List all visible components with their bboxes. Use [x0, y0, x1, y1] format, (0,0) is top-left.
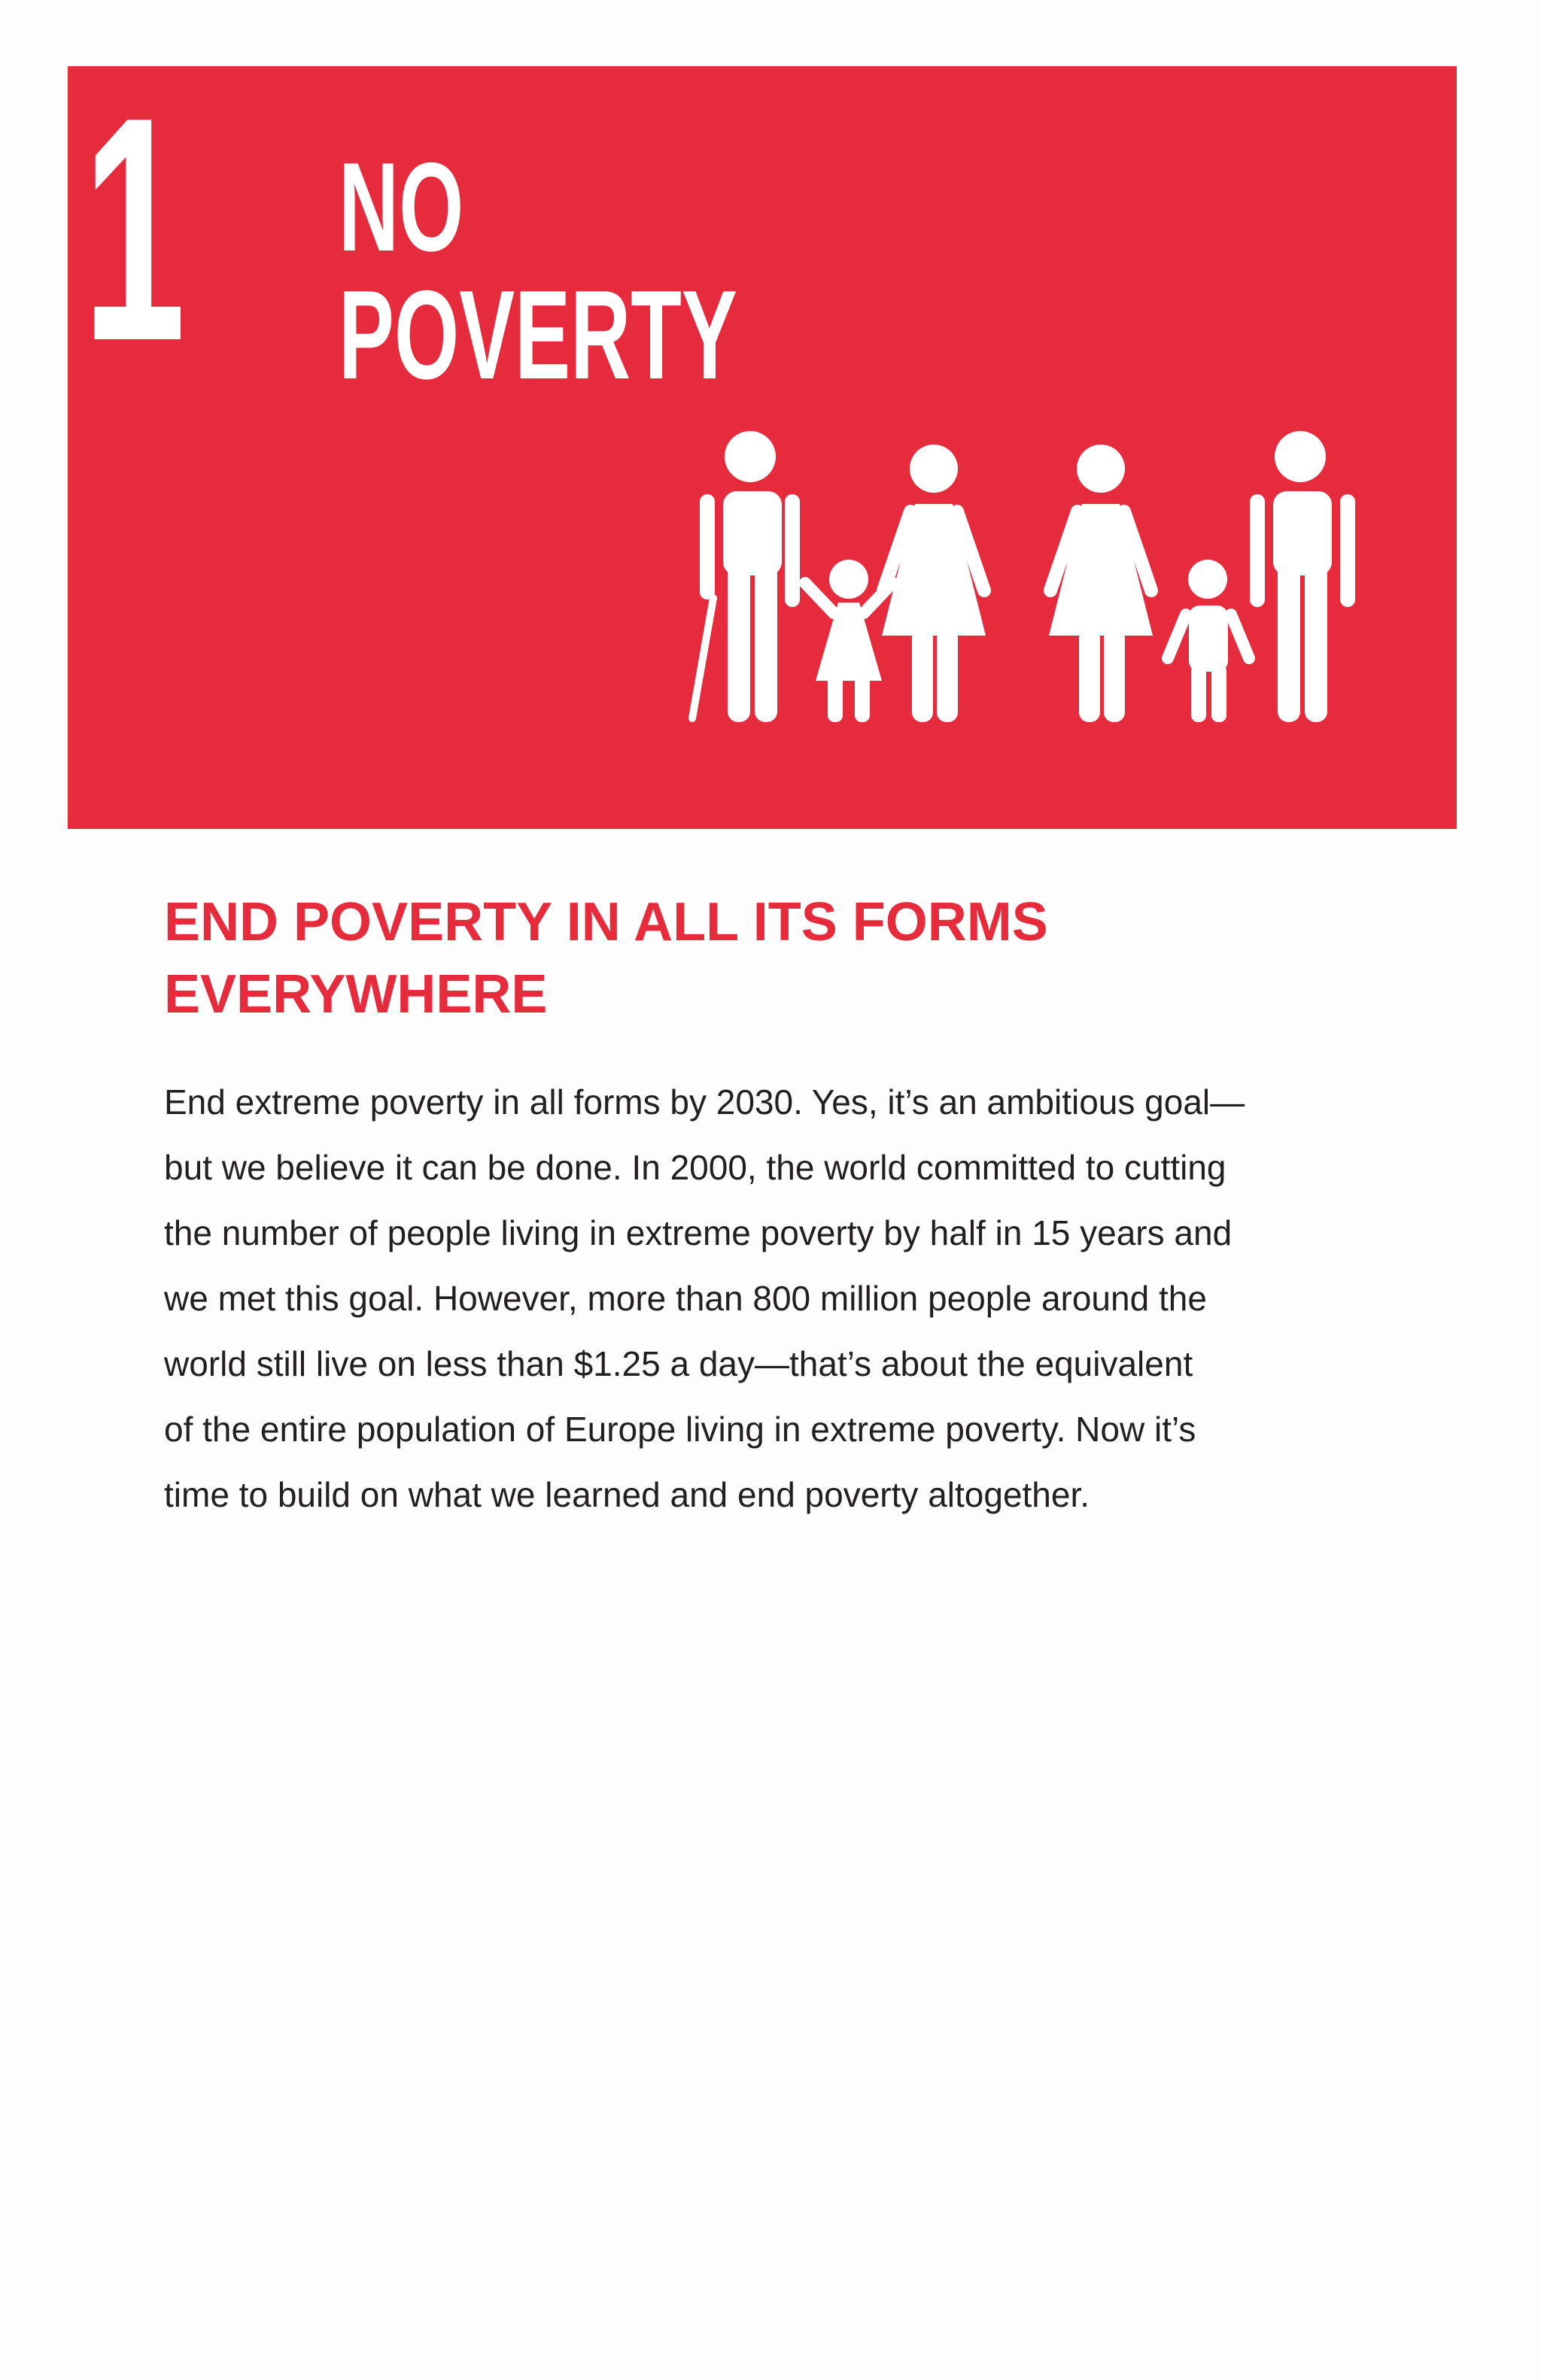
family-icon — [670, 425, 1369, 726]
goal-description — [164, 1070, 1398, 1528]
goal-heading-line: END POVERTY IN ALL ITS FORMS — [164, 892, 1048, 952]
goal-title — [339, 136, 737, 405]
description-line: the number of people living in extreme poverty by half in 15 years and — [164, 1213, 1232, 1252]
description-line: time to build on what we learned and end poverty altogether. — [164, 1475, 1090, 1514]
goal-title-line: POVERTY — [339, 264, 737, 405]
description-line: we met this goal. However, more than 800 million people around the — [164, 1279, 1207, 1318]
goal-number: 1 — [83, 50, 186, 407]
description-line: world still live on less than $1.25 a day—that’s about the equivalent — [164, 1344, 1193, 1383]
goal-heading — [164, 886, 1398, 1031]
goal-heading-line: EVERYWHERE — [164, 964, 548, 1025]
description-line: of the entire population of Europe living in extreme poverty. Now it’s — [164, 1410, 1196, 1449]
description-line: End extreme poverty in all forms by 2030. Yes, it’s an ambitious goal— — [164, 1082, 1245, 1122]
description-line: but we believe it can be done. In 2000, the world committed to cutting — [164, 1148, 1226, 1187]
goal-title-line: NO — [339, 136, 464, 278]
